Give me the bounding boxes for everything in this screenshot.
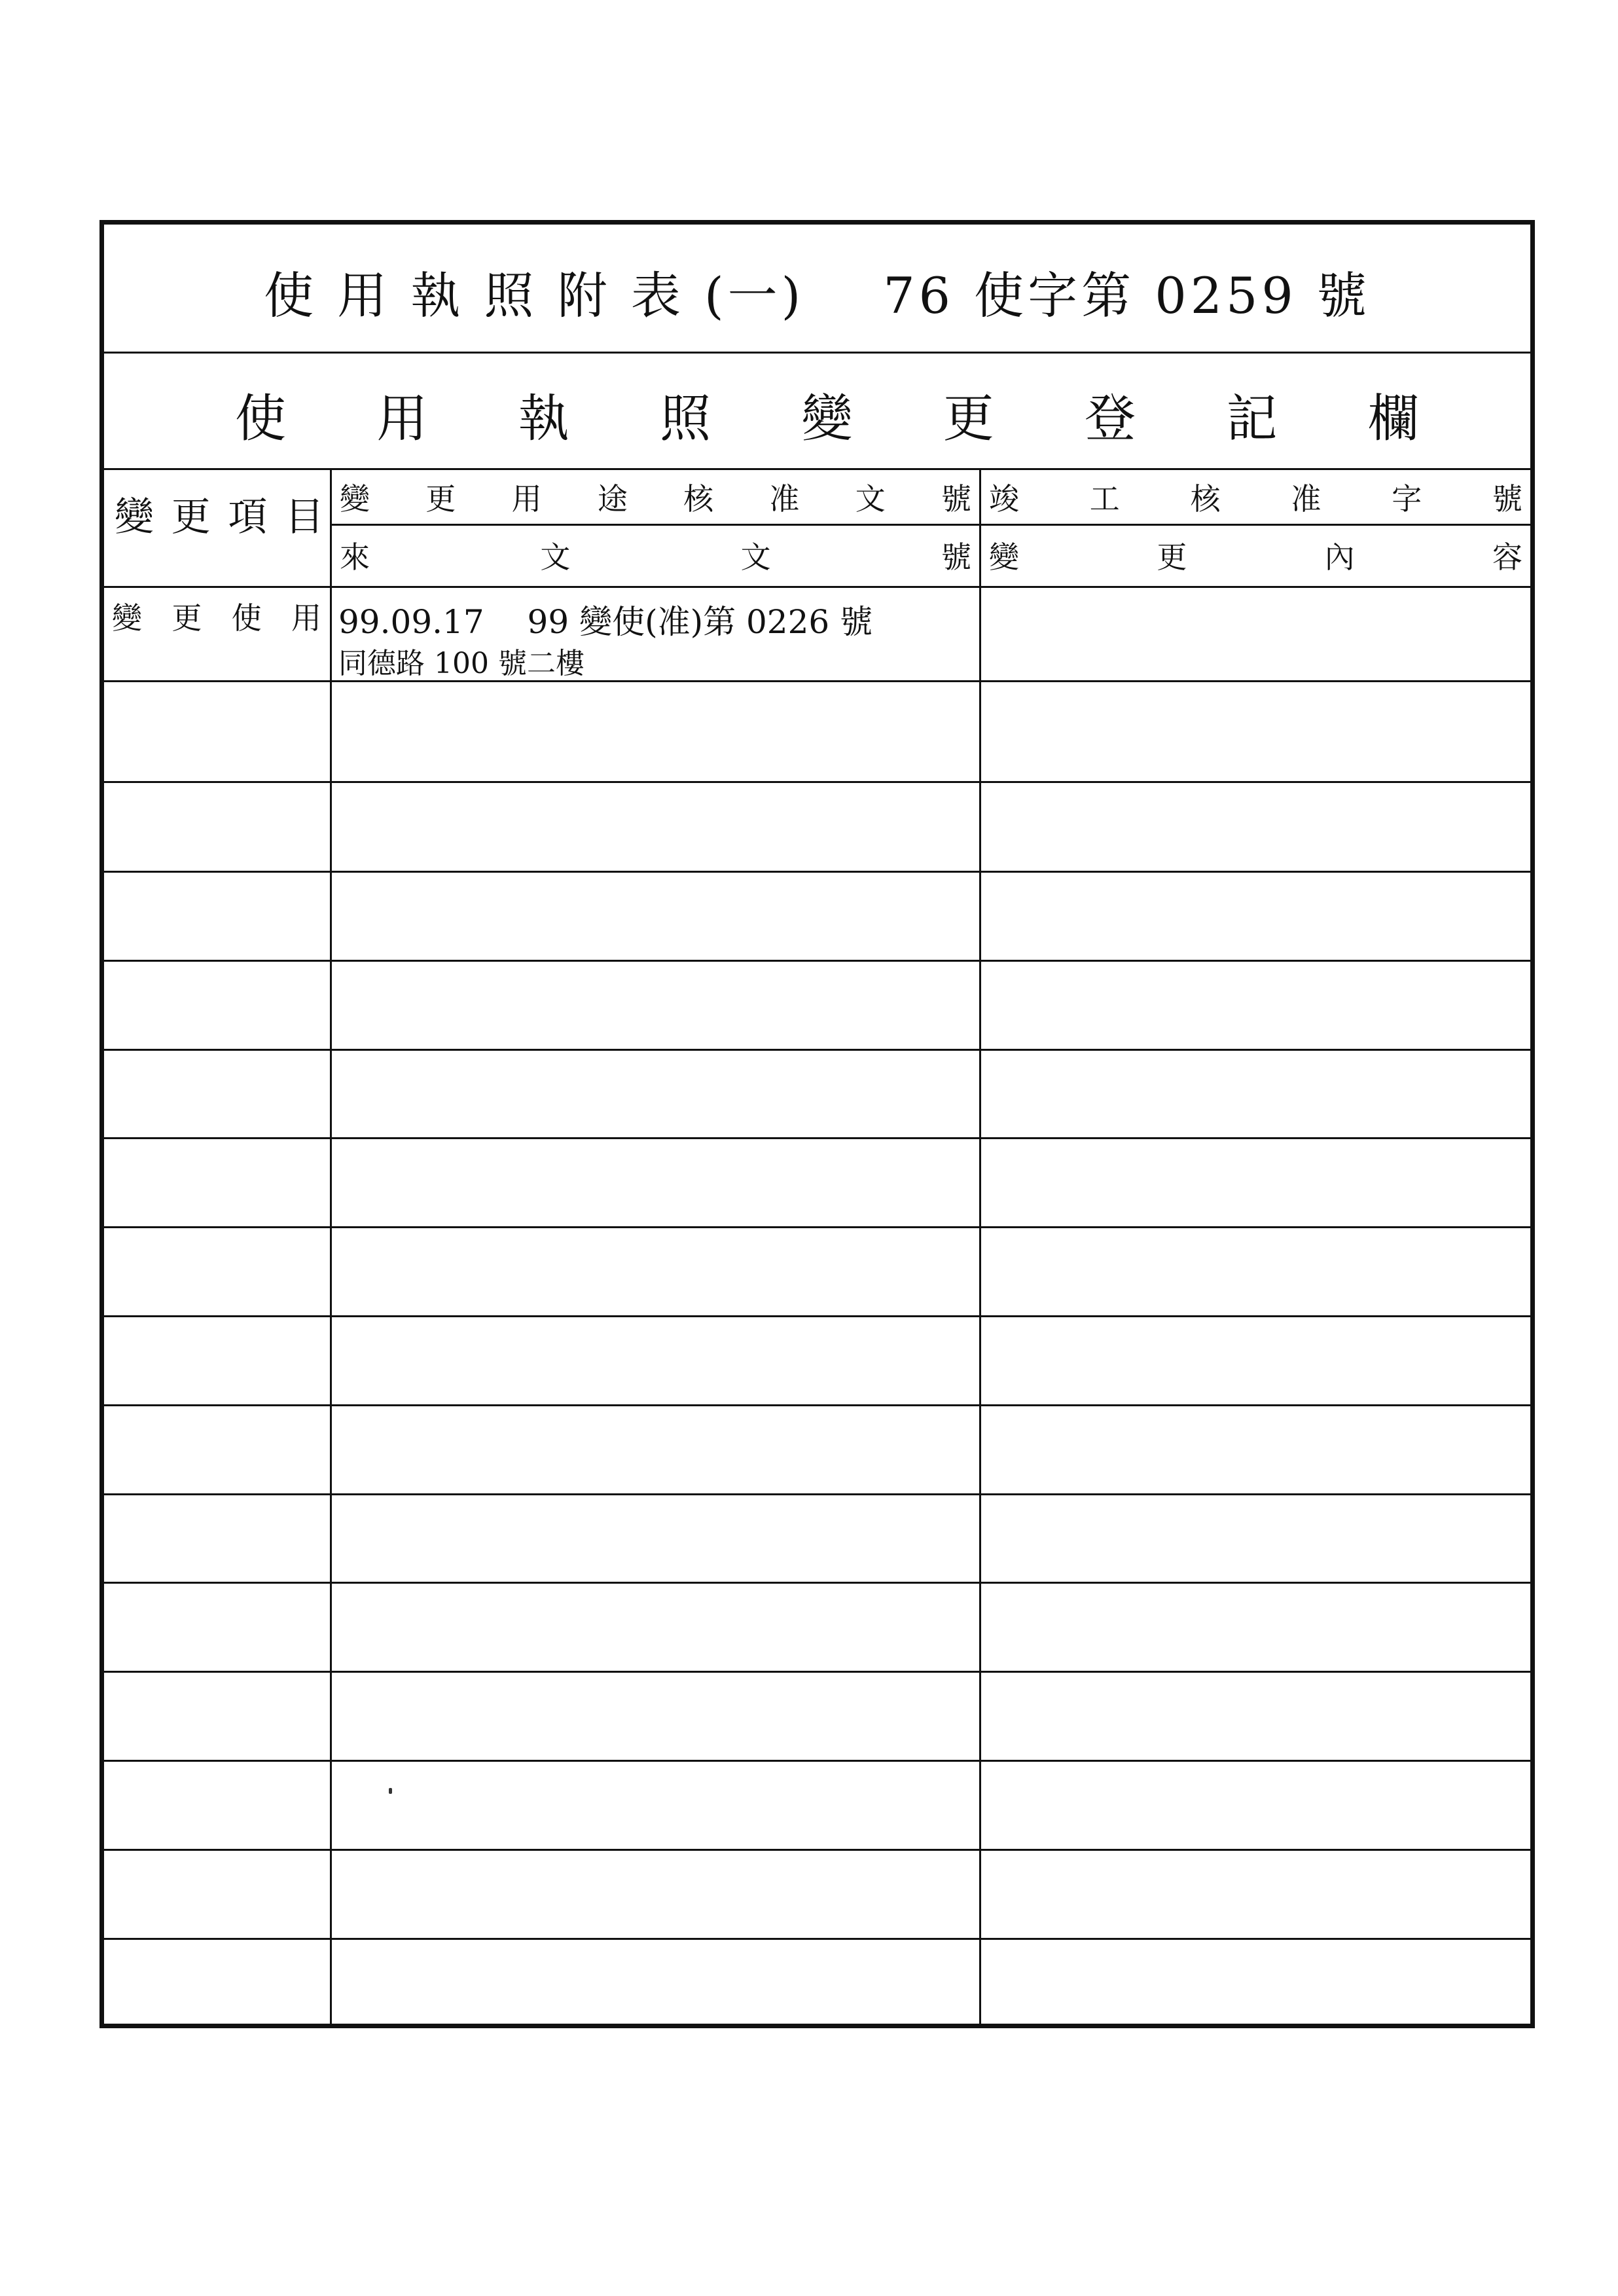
row-divider (104, 1404, 1530, 1406)
header-change-content (989, 535, 1522, 575)
row-item-char: 變 (112, 600, 142, 636)
row-divider (104, 1582, 1530, 1584)
header-char: 准 (769, 481, 800, 517)
header-char: 用 (511, 481, 542, 517)
subtitle-char: 執 (518, 390, 569, 448)
row-divider (104, 680, 1530, 682)
row-divider (104, 871, 1530, 873)
header-char: 核 (683, 481, 714, 517)
header-item (115, 481, 324, 547)
subtitle-char: 變 (801, 390, 853, 448)
header-char: 變 (340, 481, 370, 517)
row-item-char: 更 (171, 600, 202, 636)
row-1-doc-line1: 99.09.17 99 變使(准)第 0226 號 (338, 603, 873, 641)
subtitle-char: 使 (235, 390, 287, 448)
row-divider (104, 1671, 1530, 1673)
header-char: 號 (1492, 481, 1522, 517)
divider-header-mid (332, 524, 1530, 526)
row-divider (104, 1226, 1530, 1228)
header-char: 工 (1089, 481, 1120, 517)
row-divider (104, 1938, 1530, 1940)
header-approval-doc-no (340, 477, 971, 517)
row-divider (104, 1493, 1530, 1495)
row-item-char: 用 (291, 600, 321, 636)
header-char: 更 (1157, 539, 1187, 575)
header-char: 文 (740, 539, 771, 575)
row-divider (104, 781, 1530, 783)
form-subtitle (235, 382, 1419, 447)
license-number: 76 使字第 0259 號 (883, 266, 1371, 325)
header-item-char: 項 (228, 494, 268, 540)
divider-header (104, 586, 1530, 588)
row-1-item (112, 596, 321, 636)
row-divider (104, 1315, 1530, 1317)
row-divider (104, 1760, 1530, 1762)
form-title-text: 使 用 執 照 附 表 (一) (264, 266, 805, 325)
subtitle-char: 用 (376, 390, 428, 448)
column-divider-item (330, 468, 332, 2024)
row-divider (104, 1137, 1530, 1139)
header-item-char: 變 (115, 494, 154, 540)
header-char: 變 (989, 539, 1019, 575)
header-char: 容 (1492, 539, 1522, 575)
row-1-doc-line2: 同德路 100 號二樓 (338, 647, 584, 680)
header-char: 字 (1392, 481, 1422, 517)
form-title (104, 256, 1530, 327)
header-char: 文 (855, 481, 886, 517)
row-divider (104, 960, 1530, 962)
scan-speck (389, 1788, 392, 1794)
subtitle-char: 欄 (1367, 390, 1419, 448)
column-divider-center (979, 468, 981, 2024)
header-char: 核 (1190, 481, 1221, 517)
subtitle-char: 登 (1085, 390, 1136, 448)
header-char: 號 (941, 481, 971, 517)
header-char: 文 (540, 539, 571, 575)
header-item-char: 目 (284, 494, 324, 540)
header-char: 途 (597, 481, 628, 517)
form-frame (99, 220, 1535, 2028)
subtitle-char: 更 (943, 390, 994, 448)
header-char: 更 (425, 481, 456, 517)
divider-title (104, 352, 1530, 354)
row-divider (104, 1849, 1530, 1851)
header-char: 內 (1324, 539, 1355, 575)
divider-subtitle (104, 468, 1530, 470)
subtitle-char: 照 (660, 390, 711, 448)
header-completion-no (989, 477, 1522, 517)
subtitle-char: 記 (1226, 390, 1278, 448)
header-item-char: 更 (171, 494, 211, 540)
header-char: 准 (1291, 481, 1321, 517)
header-incoming-doc-no (340, 535, 971, 575)
header-char: 來 (340, 539, 370, 575)
row-item-char: 使 (231, 600, 262, 636)
header-char: 竣 (989, 481, 1019, 517)
row-divider (104, 1049, 1530, 1051)
header-char: 號 (941, 539, 971, 575)
